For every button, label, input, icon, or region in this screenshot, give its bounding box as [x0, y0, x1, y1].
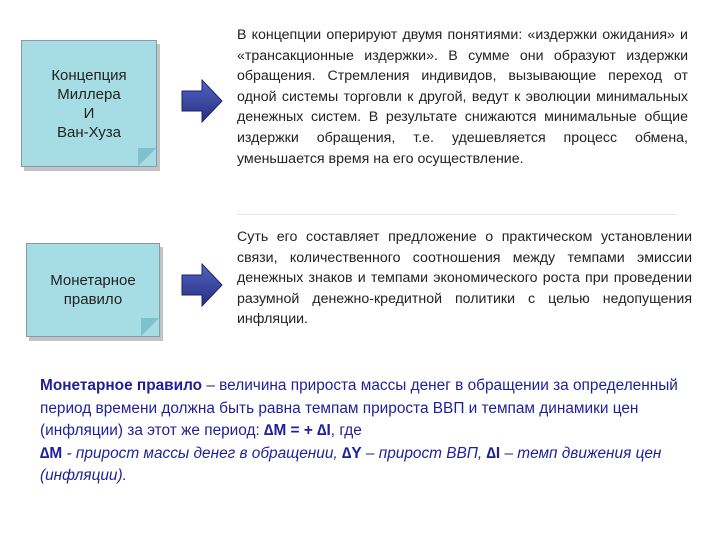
symbol-delta-i: ∆I [486, 444, 501, 462]
definition-text: – величина прироста массы денег в обращении за определенный период времени должна быть равна темпам прироста ВВП и темпам динамики цен (инфляции) за этот же период: [40, 377, 678, 440]
folded-corner [138, 148, 156, 166]
monetary-rule-definition [40, 375, 700, 488]
folded-corner [141, 318, 159, 336]
concept-card-miller-hooz [21, 40, 157, 167]
symbol-delta-y-desc: – прирост ВВП, [361, 444, 487, 462]
concept-description: В концепции оперируют двумя понятиями: «издержки ожидания» и «трансакционные издержки». В сумме они образуют издержки обращения. Стремления индивидов, вызывающие переход от одной системы торговли к другой, ведут к эволюции минимальных денежных систем. В результате снижаются минимальные общие издержки обращения, т.е. удешевляется процесс обмена, уменьшается время на его осуществление. [237, 27, 688, 167]
symbol-delta-y: ∆Y [341, 444, 362, 462]
definition-where: , где [330, 422, 362, 440]
definition-term: Монетарное правило [40, 377, 203, 394]
definition-formula: ∆М = + ∆I [264, 422, 331, 440]
symbol-delta-m: ∆М [40, 444, 63, 462]
concept-card-monetary-rule [26, 243, 160, 337]
concept-card-label: Концепция Миллера И Ван-Хуза [51, 66, 127, 141]
monetary-rule-description: Суть его составляет предложение о практическом установлении связи, количественного соотношения между темпами эмиссии денежных знаков и темпами экономического роста при проведении разумной денежно-кредитной политики с целью недопущения инфляции. [237, 229, 692, 328]
symbol-delta-i-desc: – темп движения цен (инфляции). [40, 444, 662, 485]
symbol-delta-m-desc: - прирост массы денег в обращении, [62, 444, 342, 462]
divider [237, 214, 677, 215]
concept-card-label: Монетарное правило [50, 272, 136, 308]
right-arrow-icon [181, 263, 223, 307]
right-arrow-icon [181, 79, 223, 123]
